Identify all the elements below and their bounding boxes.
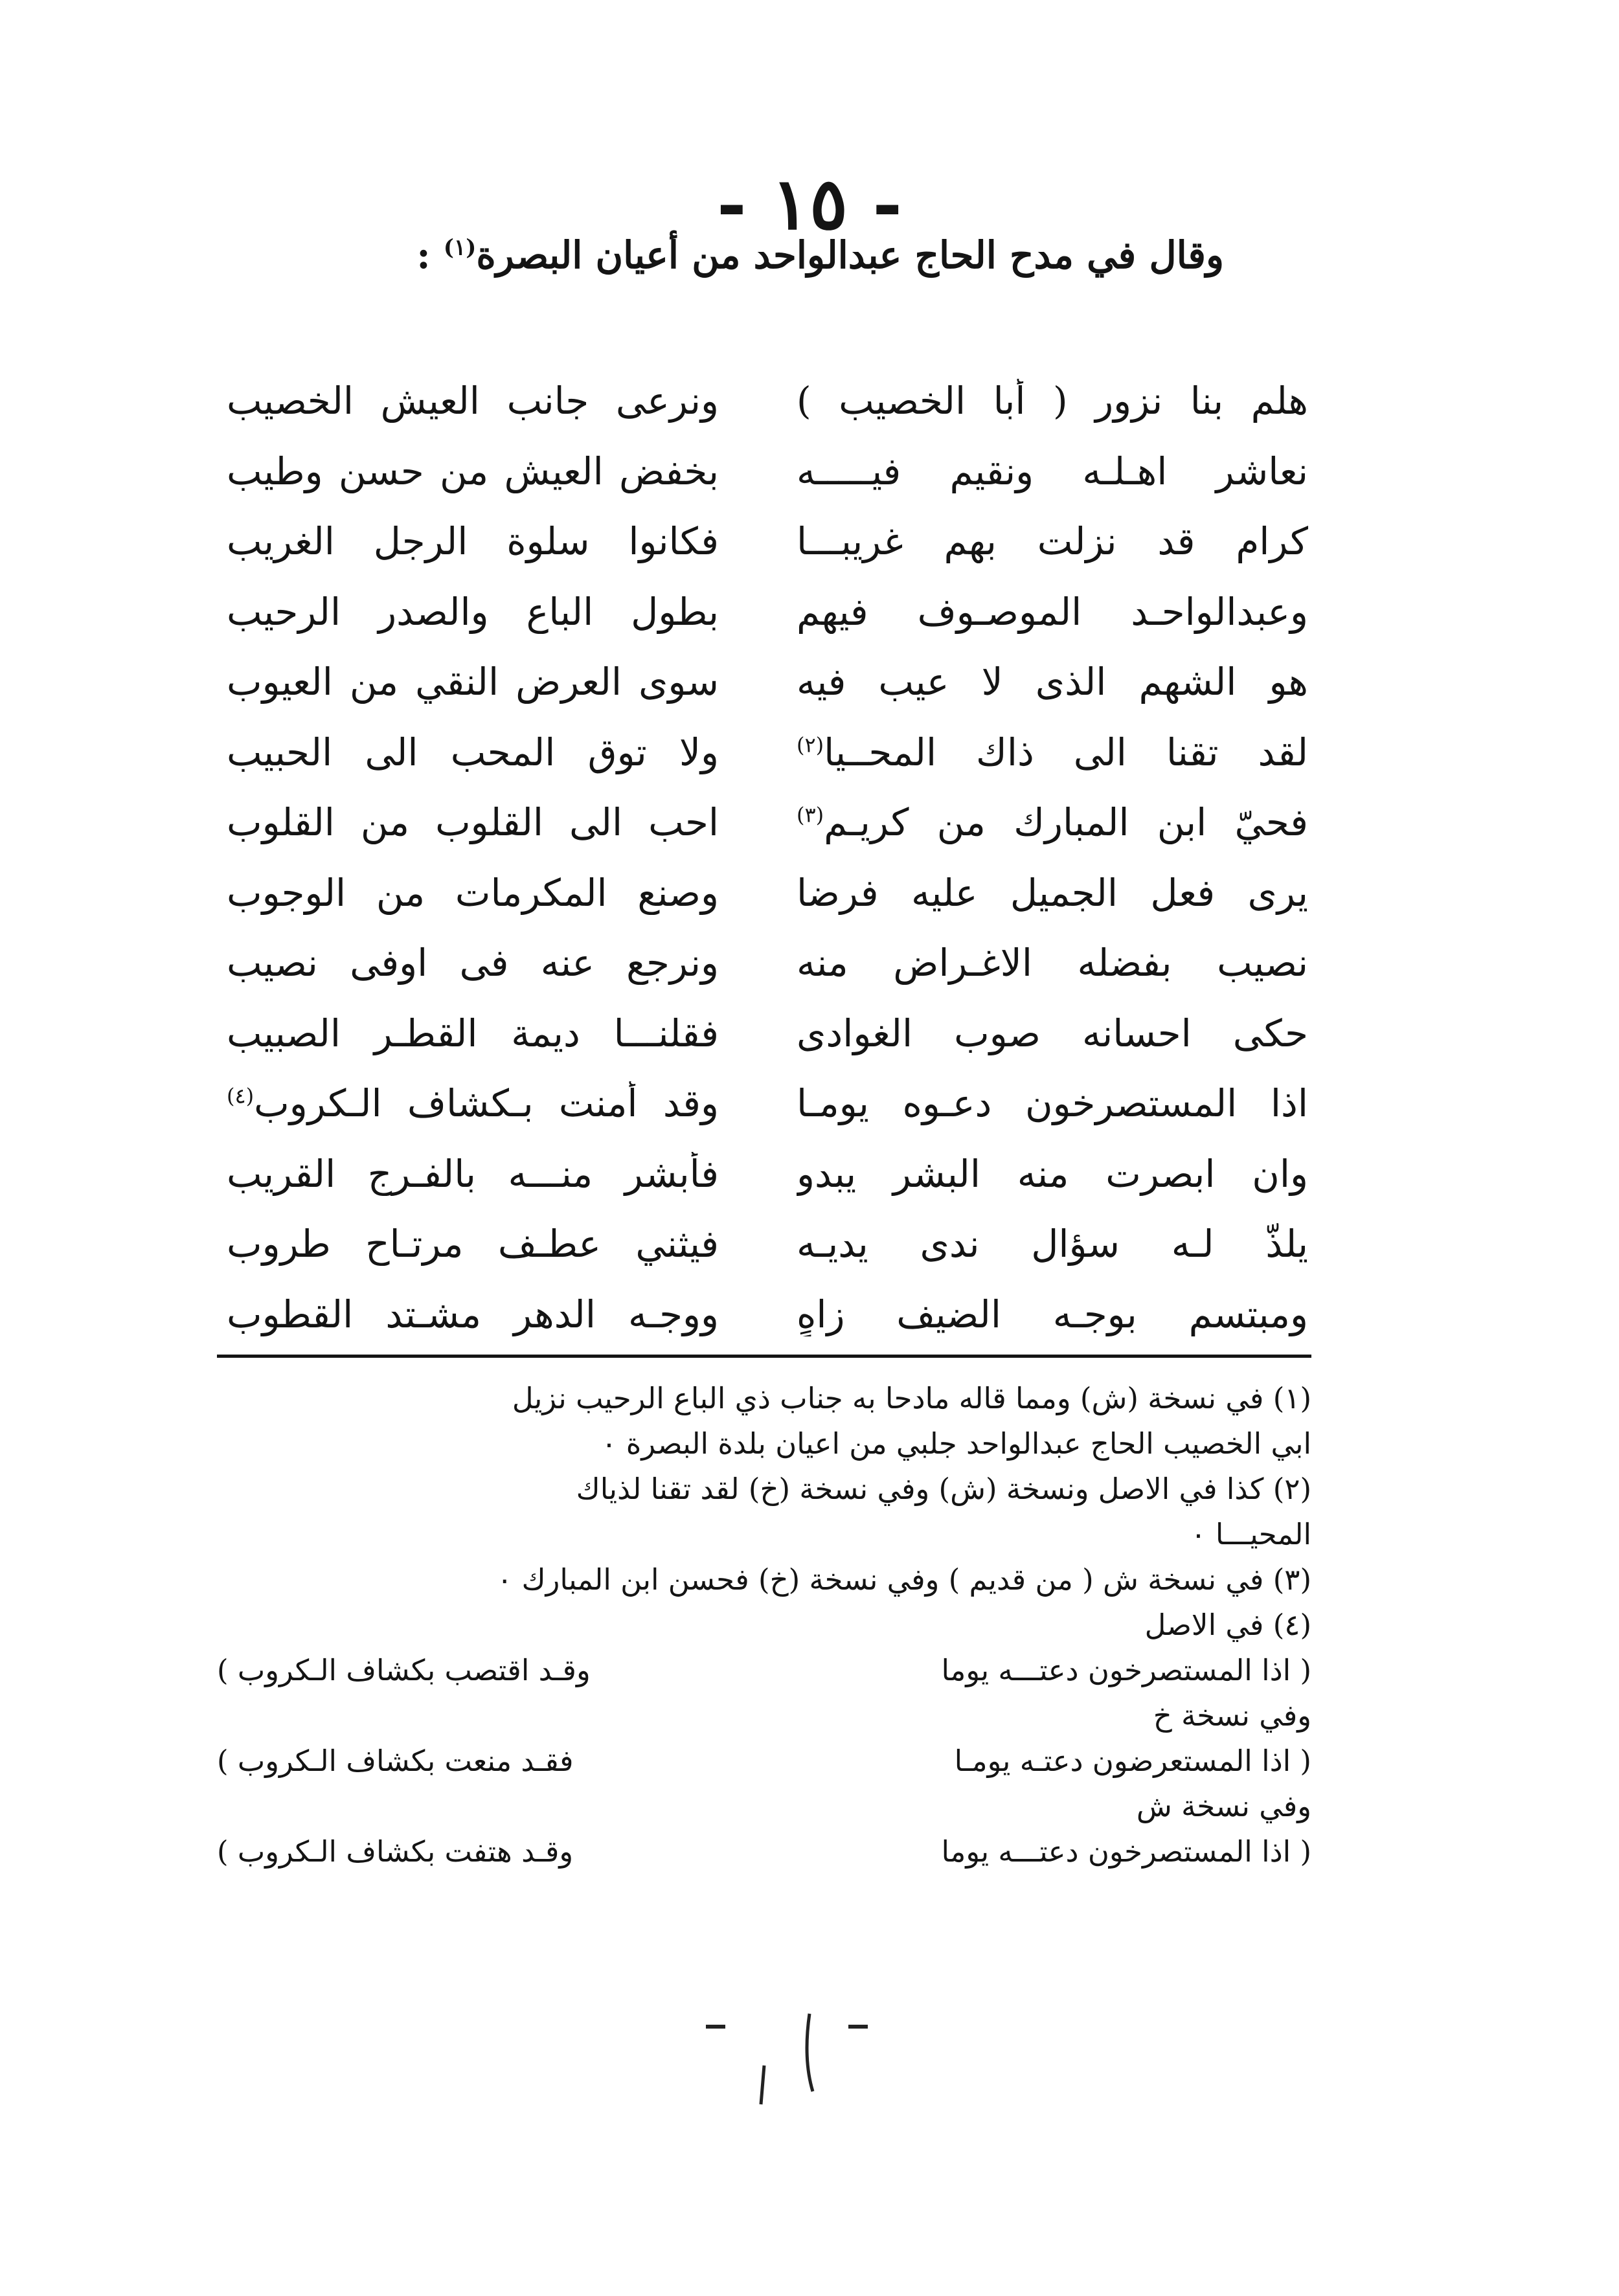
verse (227, 1139, 1308, 1210)
footnote-2-line-2: المحيـــا ٠ (1190, 1517, 1311, 1551)
second-hemistich: بخفض العيش من حسن وطيب (227, 449, 719, 493)
first-hemistich: نعاشر اهـلـه ونقيم فيـــــه (797, 449, 1308, 493)
first-hemistich: ومبتسم بوجـه الضيف زاهٍ (797, 1292, 1308, 1336)
verse (227, 436, 1308, 507)
second-hemistich: وصنع المكرمات من الوجوب (227, 870, 719, 915)
verse (227, 858, 1308, 929)
second-hemistich (227, 1081, 719, 1125)
variant-first-hemistich: ( اذا المستصرخون دعتـــه يوما (941, 1834, 1311, 1869)
first-hemistich: كرام قد نزلت بهم غريبـــا (797, 519, 1308, 564)
verse (227, 928, 1308, 998)
verse (227, 998, 1308, 1069)
verse (227, 1209, 1308, 1279)
variant-second-hemistich: وقـد اقتصب بكشاف الـكروب ) (217, 1653, 591, 1687)
page-number: - ١٥ - (716, 162, 903, 245)
first-hemistich: اذا المستصرخون دعـوه يومـا (797, 1081, 1308, 1126)
poem-heading (123, 233, 1224, 277)
poem (227, 366, 1308, 1349)
first-hemistich: يلذّ لـه سؤال ندى يديـه (797, 1222, 1308, 1266)
footnote-1-line-2: ابي الخصيب الحاج عبدالواحد جلبي من اعيان بلدة البصرة ٠ (601, 1426, 1311, 1461)
verse (227, 717, 1308, 788)
footnote-variant-verse (217, 1739, 1311, 1784)
variant-first-hemistich: ( اذا المستعرضون دعتـه يومـا (954, 1744, 1311, 1778)
footnote-mark: (٤) (227, 1083, 255, 1109)
second-hemistich: فيثني عطـف مرتـاح طروب (227, 1222, 719, 1266)
footnote-mark: (٢) (797, 732, 824, 758)
second-hemistich: ونرجع عنه فى اوفى نصيب (227, 941, 719, 985)
first-hemistich: يرى فعل الجميل عليه فرضا (797, 870, 1308, 915)
heading-text: وقال في مدح الحاج عبدالواحد من أعيان البصرة (476, 233, 1224, 277)
footnote-variant-verse (217, 1648, 1311, 1693)
handwritten-mark (680, 1994, 874, 2124)
first-hemistich: وعبدالواحـد الموصـوف فيهم (797, 589, 1308, 634)
second-hemistich: ولا توق المحب الى الحبيب (227, 730, 719, 774)
variant-first-hemistich: ( اذا المستصرخون دعتـــه يوما (941, 1653, 1311, 1687)
first-hemistich: نصيب بفضله الاغـراض منه (797, 941, 1308, 985)
footnote-4-label: (٤) في الاصل (1144, 1608, 1311, 1642)
second-hemistich: ونرعى جانب العيش الخصيب (227, 379, 719, 423)
variant-second-hemistich: وقـد هتفت بكشاف الـكروب ) (217, 1834, 574, 1869)
first-hemistich: حكى احسانه صوب الغوادى (797, 1011, 1308, 1055)
footnotes (217, 1376, 1311, 1874)
second-hemistich: فأبشر منـــه بالفـرج القريب (227, 1151, 719, 1196)
verse (227, 1279, 1308, 1350)
first-hemistich: وان ابصرت منه البشر يبدو (797, 1151, 1308, 1196)
footnote-3: (٣) في نسخة ش ( من قديم ) وفي نسخة (خ) فحسن ابن المبارك ٠ (497, 1562, 1311, 1597)
verse (227, 787, 1308, 858)
verse (227, 577, 1308, 647)
second-hemistich: سوى العرض النقي من العيوب (227, 660, 719, 704)
footnote-variant-verse (217, 1829, 1311, 1874)
footnote-2-line-1: (٢) كذا في الاصل ونسخة (ش) وفي نسخة (خ) لقد تقنا لذياك (576, 1472, 1311, 1506)
verse (227, 506, 1308, 577)
footnote-mark: (٣) (797, 802, 824, 827)
verse (227, 366, 1308, 436)
first-hemistich: هلم بنا نزور ( أبا الخصيب ) (797, 379, 1308, 423)
variant-source-label: وفي نسخة ش (1136, 1789, 1311, 1823)
pen-mark-icon (680, 1994, 874, 2124)
hemistich-text: وقد أمنت بـكشاف الـكروب (254, 1081, 719, 1126)
variant-second-hemistich: فقـد منعت بكشاف الـكروب ) (217, 1744, 574, 1778)
first-hemistich: هو الشهم الذى لا عيب فيه (797, 660, 1308, 704)
second-hemistich: ووجـه الدهر مشـتد القطوب (227, 1292, 719, 1336)
footnote-1-line-1: (١) في نسخة (ش) ومما قاله مادحا به جناب ذي الباع الرحيب نزيل (512, 1381, 1311, 1415)
verse (227, 1068, 1308, 1139)
hemistich-text: لقد تقنا الى ذاك المحــيا (824, 730, 1308, 774)
first-hemistich (797, 800, 1308, 844)
second-hemistich: بطول الباع والصدر الرحيب (227, 589, 719, 634)
heading-tail: : (416, 233, 444, 277)
second-hemistich: فقلنـــا ديمة القطـر الصبيب (227, 1011, 719, 1055)
first-hemistich (797, 730, 1308, 774)
second-hemistich: فكانوا سلوة الرجل الغريب (227, 519, 719, 564)
verse (227, 647, 1308, 717)
heading-note-mark: (١) (443, 234, 477, 261)
second-hemistich: احب الى القلوب من القلوب (227, 800, 719, 845)
footnote-divider (217, 1355, 1311, 1358)
hemistich-text: فحيّ ابن المبارك من كريـم (824, 800, 1308, 845)
variant-source-label: وفي نسخة خ (1153, 1698, 1311, 1733)
